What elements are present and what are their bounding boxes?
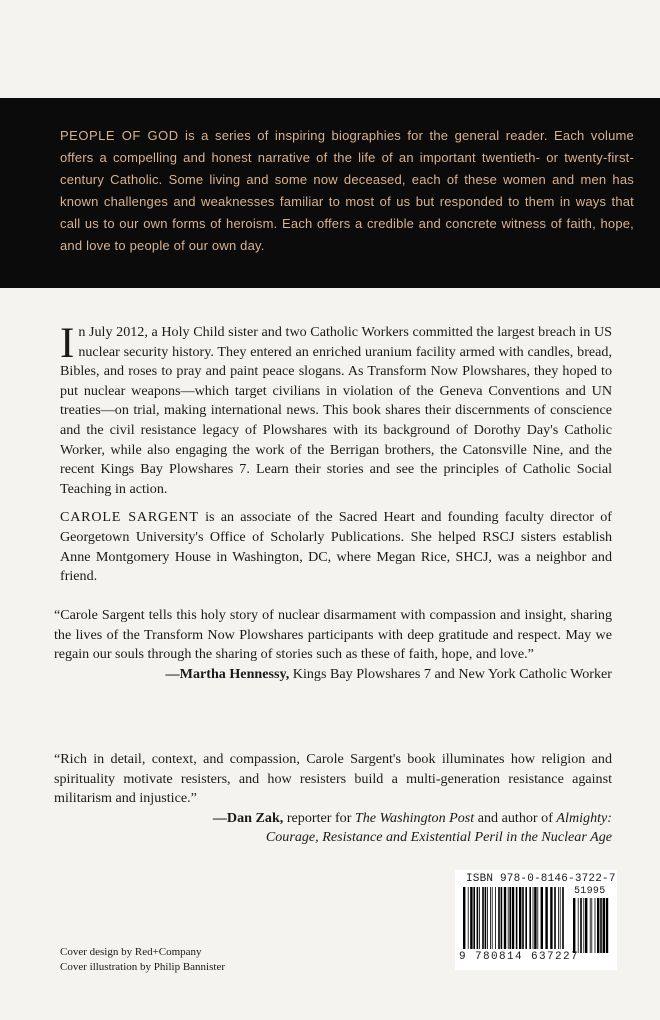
ean-digits: 9 780814 637227 xyxy=(459,951,580,963)
barcode-bar xyxy=(492,887,493,949)
author-bio-text: is an associate of the Sacred Heart and founding faculty director of Georgetown University's Office of Scholarly Publications. She helped RSCJ sisters establish Anne Montgomery House in Washington, DC, where Megan Rice, SHCJ, was a neighbor and friend. xyxy=(60,509,612,585)
barcode-bar xyxy=(495,887,496,949)
barcode-bar xyxy=(600,898,602,953)
endorsement-1 xyxy=(54,606,612,684)
endorsement-quote: “Rich in detail, context, and compassion, Carole Sargent's book illuminates how religion and spirituality motivate resisters, and how resisters build a multi-generation resistance against militarism and injustice.” xyxy=(54,751,612,807)
barcode-bar xyxy=(477,887,479,949)
barcode-bar xyxy=(545,887,547,949)
barcode-bar xyxy=(487,887,488,949)
barcode-bar xyxy=(533,887,534,949)
series-description-text: is a series of inspiring biographies for the general reader. Each volume offers a compelling and honest narrative of the life of an important twentieth- or twenty-first-century Catholic. Some living and some now deceased, each of these women and men has known challenges and weaknesses familiar to most of us but responded to them in ways that call us to our own forms of heroism. Each offers a credible and concrete witness of faith, hope, and love to people of our own day. xyxy=(60,128,634,253)
endorsement-attribution xyxy=(54,809,612,848)
endorsement-2 xyxy=(54,750,612,848)
barcode-bar xyxy=(597,898,599,953)
barcode-bar xyxy=(578,898,579,953)
publication-title: The Washington Post xyxy=(354,809,475,826)
barcode-bar xyxy=(512,887,514,949)
book-title-line2: Courage, Resistance and Existential Peril in the Nuclear Age xyxy=(265,829,612,846)
barcode-bar xyxy=(562,887,564,949)
barcode-bar xyxy=(550,887,552,949)
price-code: 51995 xyxy=(574,886,606,897)
barcode-bar xyxy=(580,898,582,953)
main-copy xyxy=(60,320,612,587)
barcode-bar xyxy=(468,887,469,949)
barcode-bar xyxy=(525,887,527,949)
book-blurb xyxy=(60,320,612,499)
barcode-bar xyxy=(554,887,556,949)
barcode-bar xyxy=(498,887,500,949)
barcode-bar xyxy=(516,887,518,949)
barcode-bar xyxy=(537,887,538,949)
endorsement-attribution xyxy=(54,665,612,685)
barcode-bar xyxy=(583,898,584,953)
endorser-role-mid: and author of xyxy=(474,809,557,826)
endorser-name: —Dan Zak, xyxy=(212,809,284,826)
barcode-bar xyxy=(509,887,511,949)
barcode-bar xyxy=(501,887,503,949)
barcode-bar xyxy=(522,887,524,949)
barcode-bar xyxy=(470,887,472,949)
ean-barcode-bars xyxy=(463,887,567,953)
barcode-bar xyxy=(473,887,475,949)
barcode-bar xyxy=(463,887,465,949)
barcode-bar xyxy=(541,887,543,949)
barcode-bar xyxy=(504,887,506,949)
author-name: CAROLE SARGENT xyxy=(60,509,199,526)
barcode-bar xyxy=(479,887,480,949)
barcode-bar xyxy=(519,887,521,949)
barcode-bar xyxy=(591,898,592,953)
price-barcode-bars xyxy=(573,898,611,953)
barcode-bar xyxy=(558,887,559,949)
barcode-bar xyxy=(560,887,561,949)
series-description-box xyxy=(0,98,660,288)
series-name: PEOPLE OF GOD xyxy=(60,128,179,143)
barcode-bar xyxy=(529,887,531,949)
barcode-bar xyxy=(585,898,587,953)
barcode-bar xyxy=(595,898,596,953)
series-description xyxy=(60,125,634,257)
endorser-name: —Martha Hennessy, xyxy=(165,665,290,682)
barcode-bar xyxy=(590,898,591,953)
barcode-bar xyxy=(508,887,509,949)
barcode-bar xyxy=(485,887,487,949)
cover-design-credit: Cover design by Red+Company xyxy=(60,946,202,958)
endorser-affiliation: Kings Bay Plowshares 7 and New York Catholic Worker xyxy=(289,665,612,682)
barcode-bar xyxy=(482,887,484,949)
book-title-line1: Almighty: xyxy=(556,809,612,826)
book-blurb-text: n July 2012, a Holy Child sister and two Catholic Workers committed the largest breach in US nuclear security history. They entered an enriched uranium facility armed with candles, bread, Bibles, and roses to pray and paint peace slogans. As Transform Now Plowshares, they hoped to put nuclear weapons—which target civilians in violation of the Geneva Conventions and UN treaties—on trial, making international news. This book shares their discernments of conscience and the civil resistance legacy of Plowshares with its background of Dorothy Day's Catholic Worker, while also engaging the work of the Berrigan brothers, the Catonsville Nine, and the recent Kings Bay Plowshares 7. Learn their stories and see the principles of Catholic Social Teaching in action. xyxy=(60,324,612,497)
barcode-bar xyxy=(490,887,491,949)
cover-illustration-credit: Cover illustration by Philip Bannister xyxy=(60,961,225,973)
drop-cap: I xyxy=(60,320,75,367)
cover-credits xyxy=(60,945,225,975)
endorser-role: reporter for xyxy=(283,809,355,826)
isbn-label: ISBN 978-0-8146-3722-7 xyxy=(466,873,616,885)
barcode-bar xyxy=(603,898,605,953)
barcode-bar xyxy=(606,898,608,953)
barcode-bar xyxy=(534,887,536,949)
barcode-bar xyxy=(573,898,575,953)
endorsement-quote: “Carole Sargent tells this holy story of nuclear disarmament with compassion and insight, sharing the lives of the Transform Now Plowshares participants with deep gratitude and respect. May we regain our souls through the sharing of stories such as these of faith, hope, and love.” xyxy=(54,607,612,663)
author-bio xyxy=(60,508,612,586)
isbn-barcode xyxy=(455,870,617,970)
